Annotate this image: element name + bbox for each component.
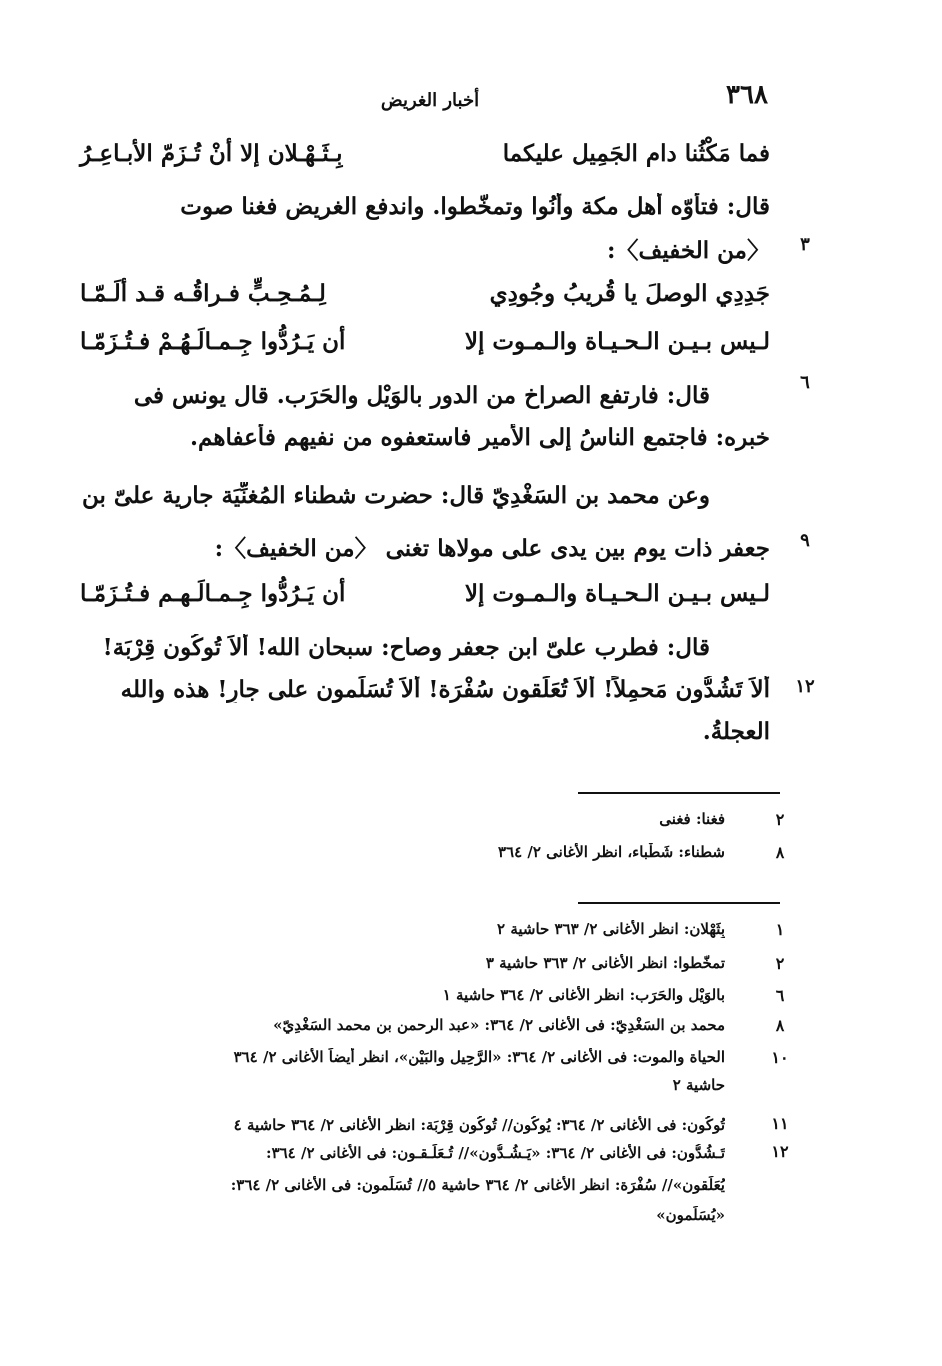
footnote-rule <box>578 902 780 904</box>
line-number: ٣ <box>800 234 810 255</box>
verse-hemistich-second: أن يَـرُدُّوا جِـمـالَـهُـمْ فـتُـزَمّـا <box>80 328 346 355</box>
page-number: ٣٦٨ <box>726 80 768 110</box>
prose-line: وعن محمد بن السَغْدِيّ قال: حضرت شطناء المُغنِّيَة جارية علىّ بن <box>81 482 710 509</box>
prose-line: ألاَ تَشُدُّون مَحمِلاً! ألاَ تُعَلِّقون سُفْرَة! ألاَ تُسَلِّمون على جارٍ! هذه والله <box>120 676 770 703</box>
prose-line: جعفر ذات يوم بين يدى على مولاها تغنى 〈من الخفيف〉: <box>214 535 770 562</box>
verse-hemistich-second: لِـمُـحِـبٍّ فـراقُـه قـد ألَـمّـا <box>80 280 326 307</box>
note-number: ١١ <box>771 1114 789 1133</box>
note-number: ٦ <box>775 986 785 1005</box>
verse-hemistich-first: فما مَكْثُنا دام الجَمِيل عليكما <box>502 140 770 167</box>
note-text: بِثَهْلان: انظر الأغانى ٢/ ٣٦٣ حاشية ٢ <box>497 920 725 938</box>
verse-line <box>80 140 770 180</box>
note-number: ٢ <box>775 810 785 829</box>
footnote-rule <box>578 792 780 794</box>
note-number: ٢ <box>775 954 785 973</box>
verse-line <box>80 328 770 368</box>
note-text: بالوَيْل والحَرَب: انظر الأغانى ٢/ ٣٦٤ حاشية ١ <box>442 986 725 1004</box>
prose-line: خبره: فاجتمع الناسُ إلى الأمير فاستعفوه من نفيهم فأعفاهم. <box>190 424 770 451</box>
line-number: ١٢ <box>795 676 815 697</box>
note-text: محمد بن السَغْدِيّ: فى الأغانى ٢/ ٣٦٤: «عبد الرحمن بن محمد السَغْدِيّ» <box>273 1016 725 1034</box>
note-number: ٨ <box>775 1016 785 1035</box>
note-number: ٨ <box>775 843 785 862</box>
note-text: تَـشُدُّون: فى الأغانى ٢/ ٣٦٤: «يَـشُـدُّون»// تُـعَلِّـقـون: فى الأغانى ٢/ ٣٦٤: <box>266 1144 725 1162</box>
note-text-continued: يُعَلِّقون»// سُفْرَة: انظر الأغانى ٢/ ٣٦٤ حاشية ٥// تُسَلِّمون: فى الأغانى ٢/ ٣٦٤: <box>230 1176 725 1194</box>
note-text: تمخّطوا: انظر الأغانى ٢/ ٣٦٣ حاشية ٣ <box>485 954 725 972</box>
line-number: ٩ <box>800 530 810 551</box>
running-head: أخبار الغريض <box>380 90 480 111</box>
prose-line: 〈من الخفيف〉: <box>607 237 770 264</box>
verse-line <box>80 280 770 320</box>
note-number: ١٢ <box>771 1142 789 1161</box>
note-text-continued: حاشية ٢ <box>672 1076 725 1094</box>
note-text-continued: «يُسَلِّمون» <box>656 1206 725 1224</box>
note-text: الحياة والموت: فى الأغانى ٢/ ٣٦٤: «الرَّحِيل والبَيْنِ»، انظر أيضاً الأغانى ٢/ ٣٦٤ <box>233 1048 725 1066</box>
verse-hemistich-second: بِـثَـهْـلان إلا أنْ تُـزَمّ الأبـاعِـرُ <box>80 140 343 167</box>
verse-hemistich-first: لـيس بـيـن الـحـيـاة والـمـوت إلا <box>464 580 770 607</box>
verse-hemistich-first: لـيس بـيـن الـحـيـاة والـمـوت إلا <box>464 328 770 355</box>
prose-line: العجلةُ. <box>702 718 770 745</box>
prose-line: قال: فارتفع الصراخ من الدور بالوَيْل والحَرَب. قال يونس فى <box>133 382 710 409</box>
note-number: ١٠ <box>771 1048 789 1067</box>
verse-line <box>80 580 770 620</box>
note-text: تُوكُون: فى الأغانى ٢/ ٣٦٤: يُوكُون// تُوكُون قِرْبَة: انظر الأغانى ٢/ ٣٦٤ حاشية ٤ <box>233 1116 725 1134</box>
note-text: شطناء: شَطْباء، انظر الأغانى ٢/ ٣٦٤ <box>498 843 725 861</box>
verse-hemistich-first: جَدِدِي الوصلَ يا قُريبُ وجُودِي <box>489 280 770 307</box>
note-number: ١ <box>775 920 785 939</box>
line-number: ٦ <box>800 372 810 393</box>
prose-line: قال: فطرب علىّ ابن جعفر وصاح: سبحان الله! ألاَ تُوكُون قِرْبَة! <box>102 634 710 661</box>
note-text: فغنا: فغنى <box>659 810 725 828</box>
verse-hemistich-second: أن يَـرُدُّوا جِـمـالَـهـم فـتُـزَمّـا <box>80 580 346 607</box>
prose-line: قال: فتأوّه أهل مكة وأنُوا وتمخّطوا. واندفع الغريض فغنا صوت <box>180 193 770 220</box>
